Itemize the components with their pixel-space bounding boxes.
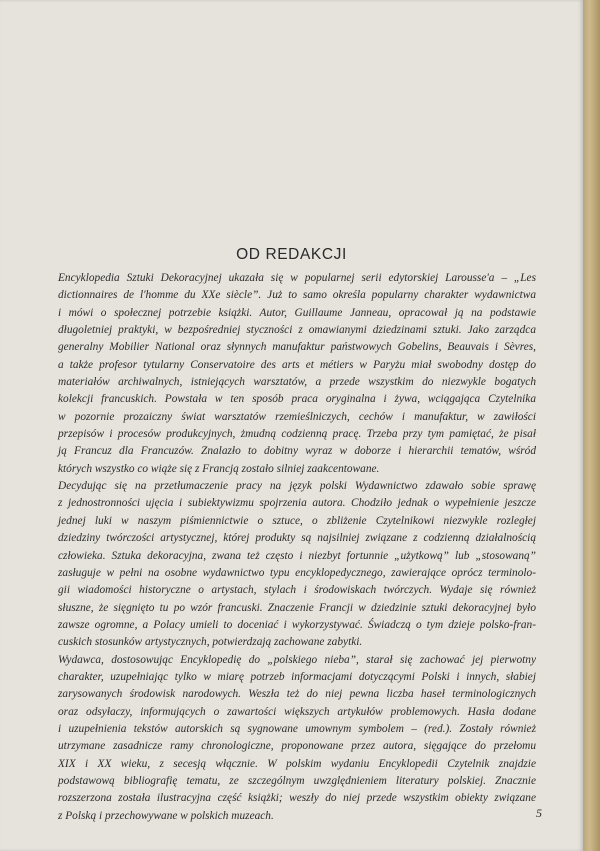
text-line: i uzupełnienia tekstów autorskich są sygnowane umownym symbolem – (red.). Zostały również [58, 722, 536, 735]
text-line: słuszne, że sięgnięto tu po wzór francuski. Znaczenie Francji w dziedzinie sztuki dekoracyjnej było [58, 601, 536, 614]
text-line: podstawową bibliografię tematu, ze szczególnym uwzględnieniem literatury polskiej. Znacznie [58, 774, 536, 787]
text-line: długoletniej praktyki, w bezpośredniej styczności z omawianymi dziedzinami sztuki. Jako zarządca [58, 324, 536, 337]
text-line: XIX i XX wieku, z secesją włącznie. W polskim wydaniu Encyklopedii Czytelnik znajdzie [58, 757, 536, 770]
text-line: dziedziny twórczości artystycznej, której produkty są najsilniej związane z codzienną działalnością [58, 532, 536, 545]
text-line: Decydując się na przetłumaczenie pracy na język polski Wydawnictwo zdawało sobie sprawę [58, 480, 536, 493]
text-line: zasługuje w pełni na osobne wydawnictwo typu encyklopedycznego, zawierające oprócz terminolo- [58, 566, 536, 579]
text-line: kolekcji francuskich. Powstała w ten sposób praca oryginalna i żywa, wciągająca Czytelnika [58, 393, 536, 406]
text-line: charakter, uzupełniając tylko w miarę potrzeb informacjami dotyczącymi Polski i innych, słabiej [58, 670, 536, 683]
text-line: materiałów archiwalnych, istniejących warsztatów, a przede wszystkim do niezwykle bogatych [58, 376, 536, 389]
text-line: z Polską i przechowywane w polskich muzeach. [58, 809, 274, 822]
text-line: zarysowanych środowisk narodowych. Weszła też do niej pewna liczba haseł terminologicznych [58, 688, 536, 701]
text-line: zawsze ogromne, a Polacy umieli to doceniać i wykorzystywać. Świadczą o tym dzieje polsko-fran- [58, 618, 536, 631]
text-line: których wszystko co wiąże się z Francją zostało silniej zaakcentowane. [58, 462, 380, 475]
text-line: a także profesor tytularny Conservatoire des arts et métiers w Paryżu miał swobodny dostęp do [58, 358, 536, 371]
text-line: w pozornie prozaiczny świat warsztatów rzemieślniczych, cechów i manufaktur, w zawiłości [58, 410, 536, 423]
page-heading: OD REDAKCJI [236, 246, 347, 263]
text-line: ją Francuz dla Francuzów. Znalazło to dobitny wyraz w doborze i hierarchii tematów, wśród [58, 445, 536, 458]
text-line: jednej luki w naszym piśmiennictwie o sztuce, o zbliżenie Czytelnikowi niezwykle rozległej [58, 514, 536, 527]
page-number: 5 [536, 806, 542, 820]
text-line: z jednostronności ujęcia i subiektywizmu spojrzenia autora. Chodziło jednak o wypełnienie jeszcze [58, 497, 536, 510]
text-line: oraz odsyłaczy, informujących o zawartości większych artykułów problemowych. Hasła dodane [58, 705, 536, 718]
text-line: cuskich stosunków artystycznych, potwierdzają zachowane zabytki. [58, 636, 363, 649]
text-line: generalny Mobilier National oraz słynnych manufaktur państwowych Gobelins, Beauvais i Sèvres, [58, 341, 536, 354]
book-page-edge [583, 0, 600, 851]
editorial-text [58, 270, 536, 825]
text-line: gii wiadomości historyczne o artystach, stylach i środowiskach twórczych. Wydaje się również [58, 584, 536, 597]
text-line: przepisów i procesów produkcyjnych, żmudną codzienną pracę. Trzeba przy tym pamiętać, że pisał [58, 428, 536, 441]
text-line: Encyklopedia Sztuki Dekoracyjnej ukazała się w popularnej serii edytorskiej Larousse'a – „Les [58, 272, 536, 284]
text-line: dictionnaires de l'homme du XXe siècle”. Już to samo określa popularny charakter wydawnictwa [58, 289, 536, 302]
text-line: Wydawca, dostosowując Encyklopedię do „polskiego nieba”, starał się zachować jej pierwotny [58, 653, 536, 666]
text-line: utrzymane zasadnicze ramy chronologiczne, proponowane przez autora, sięgające do przełomu [58, 740, 536, 753]
text-line: i mówi o społecznej potrzebie książki. Autor, Guillaume Janneau, opracował ją na podstawie [58, 306, 536, 319]
text-line: rozszerzona została ilustracyjna część książki; weszły do niej przede wszystkim obiekty związane [58, 792, 536, 805]
text-line: człowieka. Sztuka dekoracyjna, zwana też często i niezbyt fortunnie „użytkową” lub „stosowaną” [58, 549, 536, 562]
